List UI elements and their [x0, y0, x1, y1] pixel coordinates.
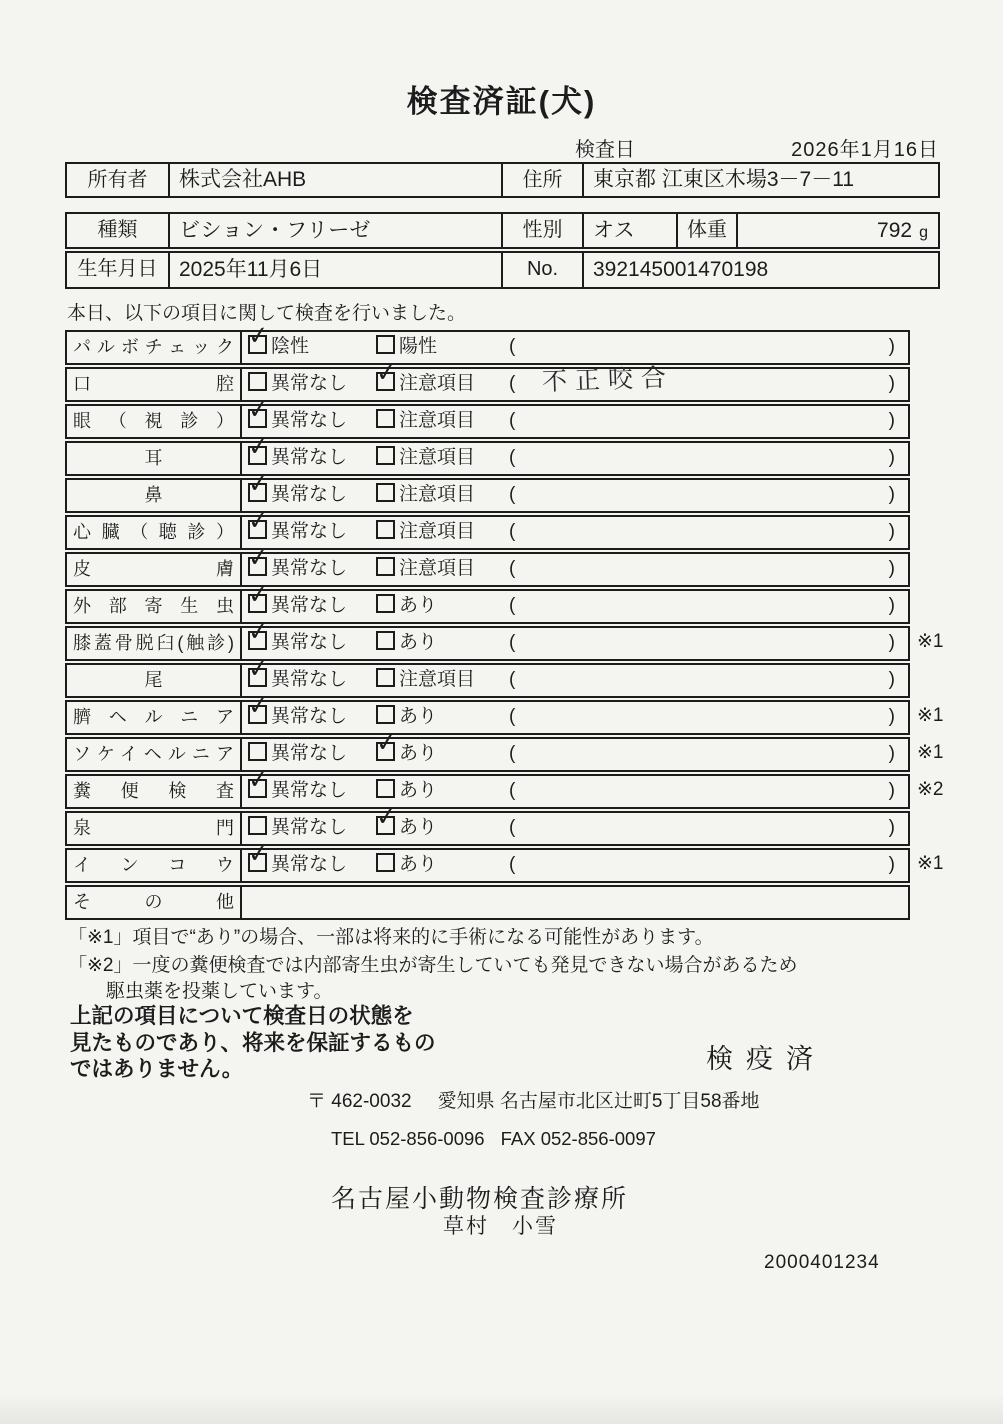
checkbox	[248, 816, 267, 835]
exam-row	[65, 505, 910, 550]
paren-close: )	[888, 632, 895, 653]
option-2-label: あり	[399, 706, 438, 727]
exam-row	[65, 764, 944, 809]
checkmark-icon: ✓	[246, 431, 271, 463]
checkmark-icon: ✓	[246, 653, 271, 685]
exam-row-options	[242, 320, 908, 363]
option-1	[246, 690, 348, 732]
option-2	[376, 554, 475, 584]
paren-open: (	[509, 817, 516, 838]
weight-number: 792	[877, 219, 913, 242]
address-label: 住所	[503, 164, 584, 196]
checkbox	[376, 594, 395, 613]
checkbox	[374, 727, 399, 761]
clinic-phone-line	[331, 1128, 656, 1150]
option-1-label: 異常なし	[271, 743, 348, 764]
intro-text: 本日、以下の項目に関して検査を行いました。	[67, 303, 467, 324]
exam-item-label: 外部寄生虫	[67, 591, 242, 622]
paren-close: )	[888, 373, 895, 394]
owner-label: 所有者	[67, 164, 170, 196]
exam-row	[65, 431, 910, 476]
exam-row	[65, 320, 910, 365]
exam-date-value: 2026年1月16日	[791, 139, 939, 161]
option-2-label: あり	[399, 780, 438, 801]
paren-close: )	[888, 780, 895, 801]
option-2	[376, 591, 437, 621]
option-2	[374, 357, 476, 399]
handwritten-note: 不正咬合	[541, 363, 675, 397]
paren-close: )	[888, 595, 895, 616]
option-1-label: 異常なし	[271, 521, 348, 542]
owner-value: 株式会社AHB	[170, 164, 503, 196]
option-1-label: 異常なし	[271, 410, 348, 431]
disclaimer-text	[70, 1003, 436, 1083]
serial-number: 2000401234	[764, 1252, 880, 1273]
paren-open: (	[509, 410, 516, 431]
checkmark-icon: ✓	[246, 616, 271, 648]
paren-open: (	[509, 706, 516, 727]
quarantine-stamp: 検疫済	[706, 1044, 826, 1074]
exam-row-options	[242, 764, 908, 807]
reference-mark: ※1	[917, 705, 944, 726]
option-2	[376, 628, 437, 658]
option-1	[246, 838, 348, 880]
exam-item-label: 心臓（聴診）	[67, 517, 242, 548]
paren-close: )	[888, 336, 895, 357]
paren-open: (	[509, 854, 516, 875]
owner-row	[65, 162, 940, 198]
checkbox	[376, 557, 395, 576]
exam-row	[65, 357, 910, 402]
option-2-label: あり	[399, 743, 438, 764]
exam-row-options	[242, 838, 908, 881]
paren-open: (	[509, 336, 516, 357]
checkbox	[376, 520, 395, 539]
sex-label: 性別	[503, 214, 584, 247]
option-2	[376, 776, 437, 806]
option-2-label: 注意項目	[399, 373, 476, 394]
checkmark-icon: ✓	[374, 727, 399, 759]
breed-row	[65, 212, 940, 249]
exam-row	[65, 653, 910, 698]
exam-item-label: パルボチェック	[67, 332, 242, 363]
option-2	[376, 665, 475, 695]
reference-mark: ※2	[917, 779, 944, 800]
paren-close: )	[888, 447, 895, 468]
option-1	[246, 320, 310, 362]
checkbox	[248, 742, 267, 761]
option-2	[376, 332, 437, 362]
checkmark-icon: ✓	[246, 320, 271, 352]
checkbox	[246, 764, 271, 798]
exam-item-label: ソケイヘルニア	[67, 739, 242, 770]
exam-item-label: 泉門	[67, 813, 242, 844]
exam-item-label: 膝蓋骨脱臼(触診)	[67, 628, 242, 659]
checkbox	[376, 668, 395, 687]
option-2-label: 注意項目	[399, 484, 476, 505]
exam-row	[65, 616, 944, 661]
option-2-label: 注意項目	[399, 558, 476, 579]
exam-row-options	[242, 801, 908, 844]
exam-row	[65, 838, 944, 883]
exam-item-label: 尾	[67, 665, 242, 696]
breed-value: ビション・フリーゼ	[170, 214, 503, 247]
exam-row-options	[242, 653, 908, 696]
option-2	[376, 850, 437, 880]
checkbox	[246, 653, 271, 687]
exam-row-options	[242, 690, 908, 733]
checkbox	[246, 616, 271, 650]
paren-open: (	[509, 373, 516, 394]
option-1-label: 異常なし	[271, 447, 348, 468]
option-1-label: 陰性	[271, 336, 310, 357]
disclaimer-line-1: 上記の項目について検査日の状態を	[70, 1004, 414, 1028]
checkbox	[376, 409, 395, 428]
option-1-label: 異常なし	[271, 632, 348, 653]
exam-date-label: 検査日	[575, 139, 635, 161]
clinic-address: 愛知県 名古屋市北区辻町5丁目58番地	[437, 1091, 760, 1112]
exam-row	[65, 542, 910, 587]
option-1	[246, 764, 348, 806]
checkbox	[376, 853, 395, 872]
exam-row-options	[242, 727, 908, 770]
birth-value: 2025年11月6日	[170, 253, 503, 287]
option-2-label: あり	[399, 854, 438, 875]
checkmark-icon: ✓	[246, 579, 271, 611]
paren-close: )	[888, 817, 895, 838]
option-1-label: 異常なし	[271, 484, 348, 505]
disclaimer-line-3: ではありません。	[70, 1057, 244, 1081]
exam-row	[65, 468, 910, 513]
birth-label: 生年月日	[67, 253, 170, 287]
exam-row-options	[242, 887, 908, 918]
clinic-name: 名古屋小動物検査診療所	[331, 1185, 629, 1213]
option-1-label: 異常なし	[271, 373, 348, 394]
exam-row-options	[242, 542, 908, 585]
checkbox	[246, 431, 271, 465]
checkmark-icon: ✓	[374, 801, 399, 833]
exam-row	[65, 579, 910, 624]
exam-row-options	[242, 616, 908, 659]
postal-code: 〒 462-0032	[307, 1091, 412, 1112]
paren-close: )	[888, 558, 895, 579]
reference-mark: ※1	[917, 631, 944, 652]
checkbox	[246, 394, 271, 428]
checkbox	[376, 483, 395, 502]
fax-number: FAX 052-856-0097	[500, 1128, 656, 1149]
checkmark-icon: ✓	[246, 505, 271, 537]
exam-item-label: 眼（視診）	[67, 406, 242, 437]
address-value: 東京都 江東区木場3－7－11	[593, 168, 854, 191]
checkbox	[376, 705, 395, 724]
option-2	[374, 727, 438, 769]
exam-row-options	[242, 468, 908, 511]
exam-item-label: その他	[67, 887, 242, 918]
checkbox	[246, 579, 271, 613]
exam-item-label: 口腔	[67, 369, 242, 400]
exam-item-label: 糞便検査	[67, 776, 242, 807]
checkbox	[376, 446, 395, 465]
option-2	[376, 443, 475, 473]
paren-open: (	[509, 632, 516, 653]
exam-row-options	[242, 357, 908, 400]
option-2-label: 陽性	[399, 336, 438, 357]
paren-open: (	[509, 484, 516, 505]
paren-open: (	[509, 780, 516, 801]
page-title: 検査済証(犬)	[406, 84, 597, 119]
checkbox	[246, 838, 271, 872]
paren-close: )	[888, 669, 895, 690]
paren-open: (	[509, 558, 516, 579]
exam-item-label: 鼻	[67, 480, 242, 511]
exam-row-options	[242, 431, 908, 474]
checkmark-icon: ✓	[246, 838, 271, 870]
option-2	[376, 517, 475, 547]
option-1-label: 異常なし	[271, 817, 348, 838]
checkmark-icon: ✓	[246, 468, 271, 500]
paren-close: )	[888, 410, 895, 431]
checkbox	[246, 690, 271, 724]
option-2	[374, 801, 438, 843]
checkbox	[376, 335, 395, 354]
option-1-label: 異常なし	[271, 706, 348, 727]
checkmark-icon: ✓	[246, 542, 271, 574]
option-1-label: 異常なし	[271, 854, 348, 875]
exam-item-label: インコウ	[67, 850, 242, 881]
no-label: No.	[503, 253, 584, 287]
option-2-label: あり	[399, 595, 438, 616]
weight-label: 体重	[678, 214, 738, 247]
paren-open: (	[509, 595, 516, 616]
checkbox	[376, 779, 395, 798]
exam-item-label: 耳	[67, 443, 242, 474]
checkbox	[246, 320, 271, 354]
exam-row	[65, 885, 910, 920]
exam-row	[65, 727, 944, 772]
paren-close: )	[888, 521, 895, 542]
option-2	[376, 406, 475, 436]
disclaimer-line-2: 見たものであり、将来を保証するもの	[70, 1030, 436, 1055]
checkbox	[376, 631, 395, 650]
paren-open: (	[509, 743, 516, 764]
footnote-2-line-1: 「※2」一度の糞便検査では内部寄生虫が寄生していても発見できない場合があるため	[68, 955, 798, 976]
option-2-label: 注意項目	[399, 669, 476, 690]
checkmark-icon: ✓	[246, 690, 271, 722]
birth-row	[65, 251, 940, 289]
checkbox	[246, 542, 271, 576]
exam-row	[65, 801, 910, 846]
exam-item-label: 臍ヘルニア	[67, 702, 242, 733]
option-2-label: あり	[399, 632, 438, 653]
option-2	[376, 702, 437, 732]
option-2-label: 注意項目	[399, 447, 476, 468]
no-value: 392145001470198	[593, 258, 769, 281]
paren-close: )	[888, 743, 895, 764]
option-2-label: 注意項目	[399, 410, 476, 431]
exam-row	[65, 394, 910, 439]
option-1-label: 異常なし	[271, 558, 348, 579]
checkbox	[248, 372, 267, 391]
option-1-label: 異常なし	[271, 669, 348, 690]
reference-mark: ※1	[917, 853, 944, 874]
exam-row-options	[242, 505, 908, 548]
weight-value	[738, 214, 938, 247]
option-1-label: 異常なし	[271, 780, 348, 801]
checkbox	[374, 801, 399, 835]
reference-mark: ※1	[917, 742, 944, 763]
footnote-1: 「※1」項目で“あり”の場合、一部は将来的に手術になる可能性があります。	[68, 927, 714, 948]
option-2-label: あり	[399, 817, 438, 838]
exam-table	[65, 320, 944, 922]
exam-row-options	[242, 394, 908, 437]
checkbox	[374, 357, 399, 391]
exam-row	[65, 690, 944, 735]
checkbox	[246, 505, 271, 539]
checkmark-icon: ✓	[374, 357, 399, 389]
checkmark-icon: ✓	[246, 394, 271, 426]
clinic-address-line	[307, 1086, 760, 1113]
paren-close: )	[888, 484, 895, 505]
option-2-label: 注意項目	[399, 521, 476, 542]
checkmark-icon: ✓	[246, 764, 271, 796]
checkbox	[246, 468, 271, 502]
option-1-label: 異常なし	[271, 595, 348, 616]
paren-open: (	[509, 447, 516, 468]
exam-item-label: 皮膚	[67, 554, 242, 585]
paren-open: (	[509, 669, 516, 690]
option-2	[376, 480, 475, 510]
exam-row-options	[242, 579, 908, 622]
tel-number: TEL 052-856-0096	[331, 1128, 485, 1149]
paren-close: )	[888, 706, 895, 727]
breed-label: 種類	[67, 214, 170, 247]
weight-unit: g	[919, 224, 928, 241]
paren-open: (	[509, 521, 516, 542]
examiner-name: 草村 小雪	[443, 1215, 558, 1238]
paren-close: )	[888, 854, 895, 875]
sex-value: オス	[584, 214, 678, 247]
footnote-2-line-2: 駆虫薬を投薬しています。	[106, 981, 333, 1002]
